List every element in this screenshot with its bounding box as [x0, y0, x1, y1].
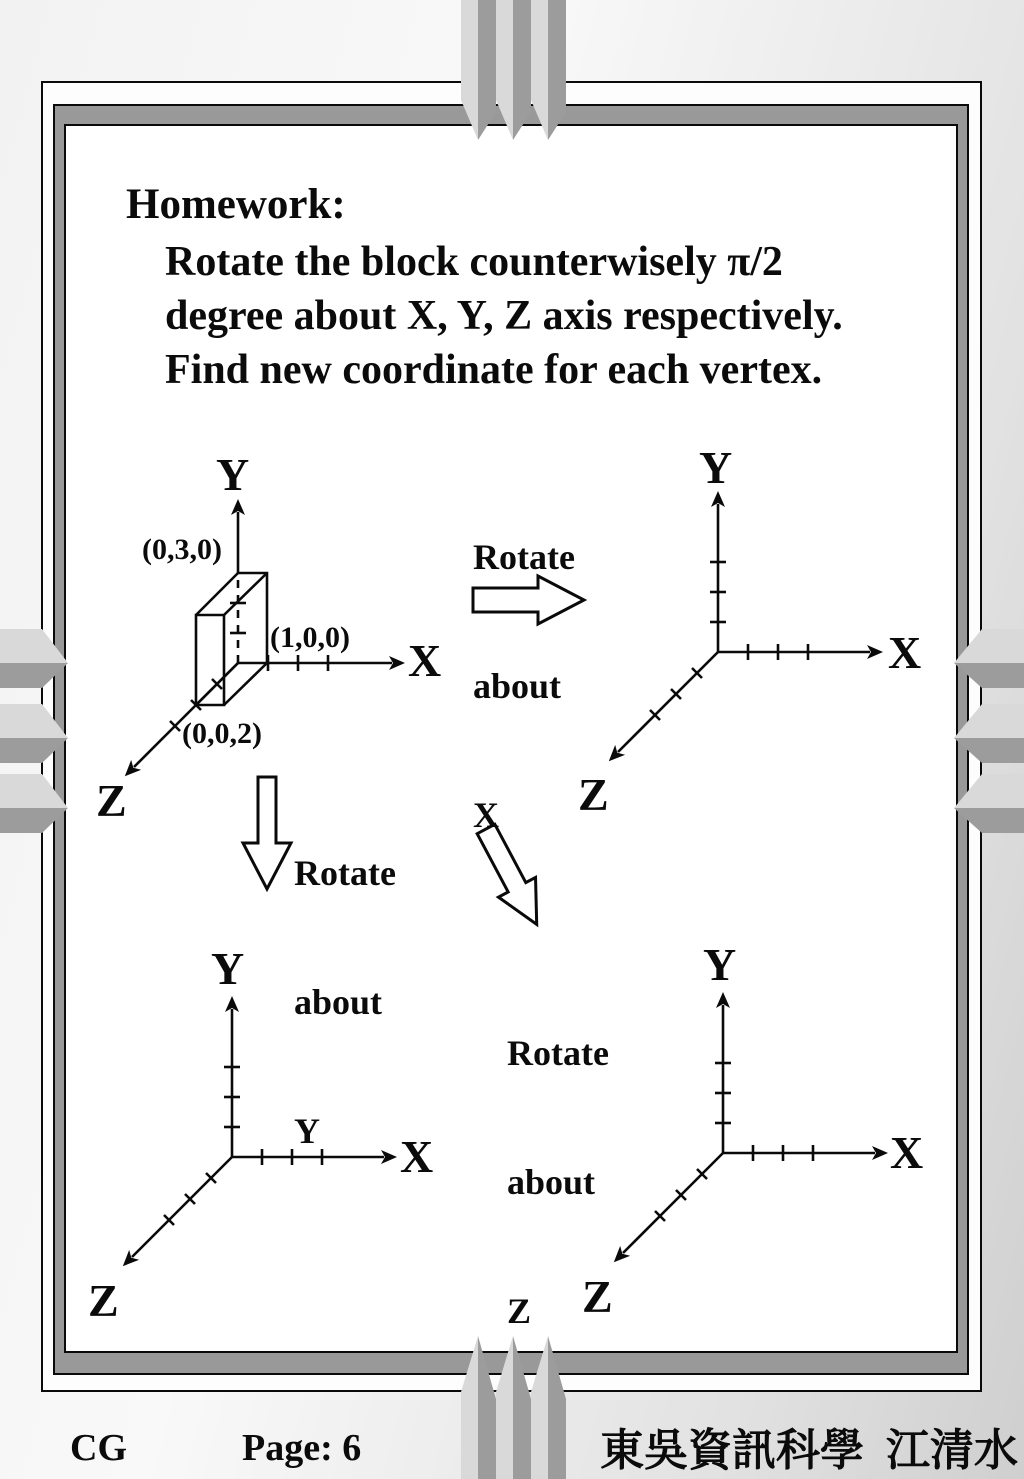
rotate-about-x-label: Rotate about X — [473, 537, 575, 835]
body-line-1: Rotate the block counterwisely π/2 — [165, 239, 783, 285]
vertex-label-002: (0,0,2) — [182, 717, 262, 750]
body-line-2: degree about X, Y, Z axis respectively. — [165, 293, 843, 339]
original-y-axis-label: Y — [216, 449, 250, 500]
after-y-z-axis-label: Z — [88, 1275, 119, 1326]
after-z-y-axis-label: Y — [703, 939, 737, 990]
ribbon-left — [0, 629, 68, 833]
original-z-axis-label: Z — [96, 775, 127, 826]
original-x-axis-label: X — [408, 635, 442, 686]
axes-diagram-after-z — [623, 1005, 875, 1253]
rotate-about-y-label: Rotate about Y — [294, 853, 396, 1151]
after-z-x-axis-label: X — [890, 1127, 924, 1178]
footer-page-number: Page: 6 — [242, 1427, 362, 1469]
vertex-label-100: (1,0,0) — [270, 621, 350, 654]
after-x-x-axis-label: X — [888, 627, 922, 678]
slide-title: Homework: — [126, 181, 346, 228]
ribbon-top — [461, 0, 566, 140]
block-wireframe — [196, 573, 267, 705]
after-z-z-axis-label: Z — [582, 1271, 613, 1322]
footer-course-label: CG — [70, 1427, 127, 1469]
rotate-about-y-arrow-icon — [243, 777, 291, 889]
footer-attribution: 東吳資訊科學 江清水 — [600, 1426, 1018, 1475]
after-y-y-axis-label: Y — [211, 943, 245, 994]
ribbon-right — [954, 629, 1024, 833]
axes-diagram-after-x — [618, 504, 870, 752]
after-y-x-axis-label: X — [400, 1131, 434, 1182]
after-x-z-axis-label: Z — [578, 769, 609, 820]
rotate-about-z-label: Rotate about Z — [507, 1033, 609, 1331]
after-x-y-axis-label: Y — [699, 442, 733, 493]
vertex-label-030: (0,3,0) — [142, 533, 222, 566]
body-line-3: Find new coordinate for each vertex. — [165, 347, 823, 393]
